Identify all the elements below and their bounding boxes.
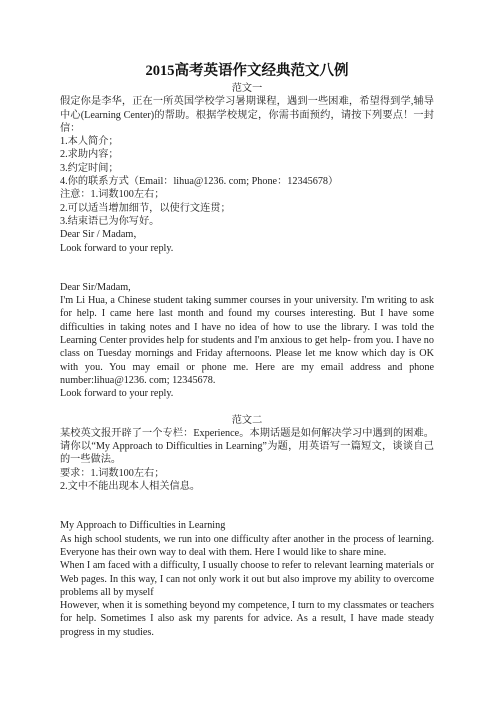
essay2-paragraph: When I am faced with a difficulty, I usually choose to refer to relevant learning materials or Web pages. In this way, I can not only work it out but also improve my ability to overcome problems all by myself (60, 560, 434, 598)
page-title: 2015高考英语作文经典范文八例 (145, 63, 349, 79)
letter-closing: Look forward to your reply. (60, 388, 174, 400)
essay2-prompt: 某校英文报开辟了一个专栏：Experience。本期话题是如何解决学习中遇到的困难。请你以“My Approach to Difficulties in Learning”为题，用英语写一篇短文，谈谈自己的一些做法。 (60, 427, 434, 466)
essay2-requirement: 2.文中不能出现本人相关信息。 (60, 481, 201, 493)
essay2-requirement: 要求：1.词数100左右； (60, 467, 165, 479)
essay1-point: 4.你的联系方式（Email：lihua@1236. com; Phone：12345678） (60, 176, 339, 188)
essay1-point: 3.约定时间； (60, 162, 119, 174)
essay1-heading: 范文一 (231, 83, 263, 94)
essay1-note: 注意：1.词数100左右； (60, 189, 165, 201)
essay1-prompt: 假定你是李华，正在一所英国学校学习暑期课程，遇到一些困难，希望得到学,辅导中心(Learning Center)的帮助。根据学校规定，你需书面预约，请按下列要点！一封信： (60, 96, 434, 134)
essay1-point: 1.本人简介； (60, 136, 119, 148)
spacer (60, 401, 434, 414)
essay1-closing-hint: Look forward to your reply. (60, 242, 174, 254)
spacer (60, 255, 434, 281)
essay2-heading: 范文二 (231, 414, 263, 426)
essay1-salutation-hint: Dear Sir / Madam， (60, 229, 144, 241)
essay2-title: My Approach to Difficulties in Learning (60, 520, 226, 532)
letter-salutation: Dear Sir/Madam, (60, 281, 131, 293)
essay1-note: 2.可以适当增加细节，以使行文连贯； (60, 202, 231, 214)
letter-body: I'm Li Hua, a Chinese student taking summer courses in your university. I'm writing to ask for help. I came here last month and found my courses interesting. But I have some difficulties in taking notes and I have no idea of how to use the library. I was told the Learning Center provides help for students and I'm anxious to get help- from you. I have no class on Tuesday mornings and Friday afternoons. Please let me know which day is OK with you. You may email or phone me. Here are my email address and phone number:lihua@1236. com; 12345678. (60, 295, 434, 386)
spacer (60, 493, 434, 519)
essay1-note: 3.结束语已为你写好。 (60, 215, 160, 227)
document-content (60, 62, 434, 639)
essay1-point: 2.求助内容； (60, 149, 119, 161)
essay2-paragraph: However, when it is something beyond my competence, I turn to my classmates or teachers for help. Sometimes I also ask my parents for advice. As a result, I have made steady progress in my studies. (60, 600, 434, 638)
essay2-paragraph: As high school students, we run into one difficulty after another in the process of learning. Everyone has their own way to deal with them. Here I would like to share mine. (60, 533, 434, 558)
